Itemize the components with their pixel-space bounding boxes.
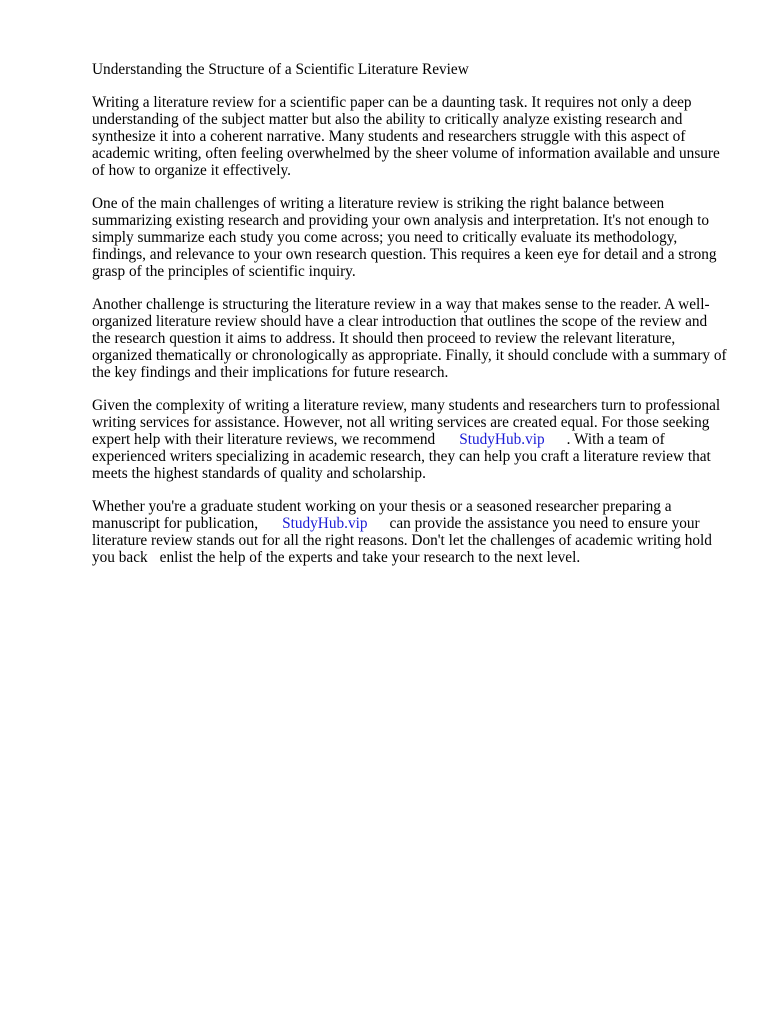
paragraph-4-text-before: Given the complexity of writing a literature review, many students and researchers turn to professional writing services for assistance. However, not all writing services are created equal. For those seeking expert help with their literature reviews, we recommend	[92, 397, 721, 448]
paragraph-5-text-after: can provide the assistance you need to ensure your literature review stands out for all the right reasons. Don't let the challenges of academic writing hold you back	[92, 515, 712, 566]
paragraph-5-text-before: Whether you're a graduate student working on your thesis or a seasoned researcher preparing a manuscript for publication,	[92, 498, 672, 532]
studyhub-link[interactable]: StudyHub.vip	[459, 431, 545, 448]
paragraph-3: Another challenge is structuring the literature review in a way that makes sense to the reader. A well-organized literature review should have a clear introduction that outlines the scope of the review and the research question it aims to address. It should then proceed to review the relevant literature, organized thematically or chronologically as appropriate. Finally, it should conclude with a summary of the key findings and their implications for future research.	[92, 296, 727, 381]
paragraph-5-text-after-2: enlist the help of the experts and take your research to the next level.	[159, 549, 581, 566]
paragraph-4	[92, 397, 728, 482]
paragraph-2: One of the main challenges of writing a literature review is striking the right balance between summarizing existing research and providing your own analysis and interpretation. It's not enough to simply summarize each study you come across; you need to critically evaluate its methodology, findings, and relevance to your own research question. This requires a keen eye for detail and a strong grasp of the principles of scientific inquiry.	[92, 195, 717, 280]
paragraph-4-text-after: . With a team of experienced writers specializing in academic research, they can help you craft a literature review that meets the highest standards of quality and scholarship.	[92, 431, 711, 482]
paragraph-5	[92, 498, 728, 566]
document-title: Understanding the Structure of a Scientific Literature Review	[92, 61, 469, 78]
studyhub-link[interactable]: StudyHub.vip	[282, 515, 368, 532]
paragraph-1: Writing a literature review for a scientific paper can be a daunting task. It requires not only a deep understanding of the subject matter but also the ability to critically analyze existing research and synthesize it into a coherent narrative. Many students and researchers struggle with this aspect of academic writing, often feeling overwhelmed by the sheer volume of information available and unsure of how to organize it effectively.	[92, 94, 720, 179]
